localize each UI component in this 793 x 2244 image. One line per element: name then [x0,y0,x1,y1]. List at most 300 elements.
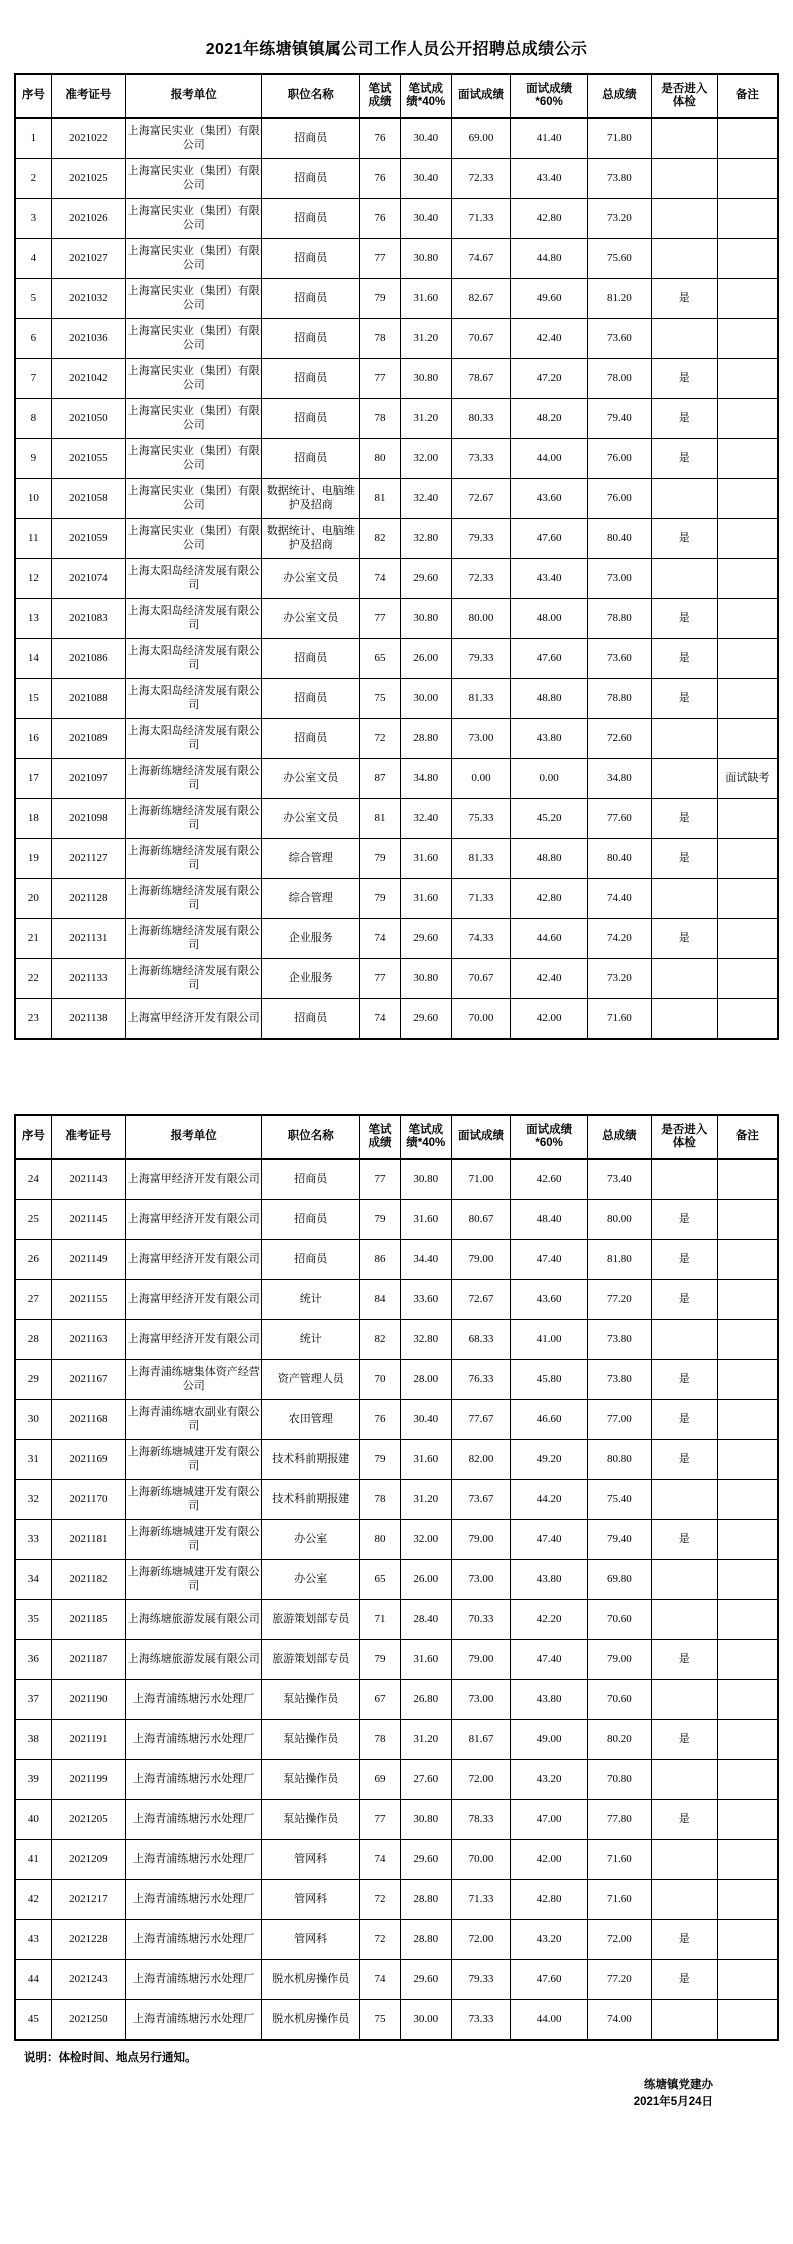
cell-remarks [717,239,778,279]
cell-total-score: 78.00 [587,359,651,399]
cell-physical-exam [651,479,717,519]
cell-physical-exam [651,999,717,1040]
cell-physical-exam: 是 [651,1440,717,1480]
cell-physical-exam [651,1159,717,1200]
cell-written-40: 30.80 [400,1159,451,1200]
cell-interview-score: 69.00 [451,118,511,159]
results-table-part-2 [14,1114,779,2041]
cell-position: 统计 [262,1280,360,1320]
table-header [15,74,778,118]
cell-written-score: 79 [360,1440,400,1480]
cell-exam-number: 2021169 [51,1440,125,1480]
table-header [15,1115,778,1159]
col-header-total-score: 总成绩 [587,1115,651,1159]
cell-remarks [717,399,778,439]
cell-organization: 上海太阳岛经济发展有限公司 [126,559,262,599]
cell-total-score: 72.00 [587,1920,651,1960]
table-row [15,879,778,919]
cell-interview-score: 79.00 [451,1520,511,1560]
cell-index: 7 [15,359,51,399]
cell-remarks [717,1400,778,1440]
cell-total-score: 77.00 [587,1400,651,1440]
cell-organization: 上海青浦练塘污水处理厂 [126,1880,262,1920]
cell-total-score: 71.60 [587,1880,651,1920]
cell-total-score: 75.60 [587,239,651,279]
cell-position: 招商员 [262,399,360,439]
cell-total-score: 79.40 [587,1520,651,1560]
cell-interview-score: 70.00 [451,1840,511,1880]
cell-organization: 上海青浦练塘污水处理厂 [126,1960,262,2000]
cell-written-score: 78 [360,1480,400,1520]
cell-exam-number: 2021250 [51,2000,125,2041]
cell-remarks [717,599,778,639]
cell-interview-60: 47.40 [511,1640,588,1680]
cell-physical-exam [651,1680,717,1720]
cell-written-score: 71 [360,1600,400,1640]
cell-organization: 上海富甲经济开发有限公司 [126,1280,262,1320]
cell-total-score: 73.60 [587,319,651,359]
cell-index: 43 [15,1920,51,1960]
cell-written-40: 31.60 [400,1640,451,1680]
cell-written-40: 28.80 [400,719,451,759]
cell-interview-score: 78.67 [451,359,511,399]
table-row [15,1960,778,2000]
cell-index: 40 [15,1800,51,1840]
table-row [15,199,778,239]
cell-position: 脱水机房操作员 [262,2000,360,2041]
cell-exam-number: 2021128 [51,879,125,919]
table-row [15,1920,778,1960]
cell-index: 16 [15,719,51,759]
cell-written-40: 31.20 [400,1720,451,1760]
cell-position: 办公室文员 [262,599,360,639]
cell-position: 管网科 [262,1880,360,1920]
cell-total-score: 77.80 [587,1800,651,1840]
col-header-written-score: 笔试 成绩 [360,74,400,118]
cell-organization: 上海新练塘经济发展有限公司 [126,919,262,959]
cell-total-score: 78.80 [587,679,651,719]
cell-exam-number: 2021187 [51,1640,125,1680]
cell-written-score: 69 [360,1760,400,1800]
table-row [15,1560,778,1600]
cell-total-score: 70.80 [587,1760,651,1800]
cell-index: 38 [15,1720,51,1760]
cell-index: 2 [15,159,51,199]
cell-organization: 上海新练塘城建开发有限公司 [126,1440,262,1480]
cell-written-score: 78 [360,399,400,439]
cell-written-score: 80 [360,1520,400,1560]
cell-exam-number: 2021205 [51,1800,125,1840]
cell-index: 20 [15,879,51,919]
cell-interview-60: 42.80 [511,1880,588,1920]
cell-written-score: 67 [360,1680,400,1720]
table-row [15,719,778,759]
cell-position: 招商员 [262,439,360,479]
cell-interview-score: 70.67 [451,319,511,359]
cell-index: 42 [15,1880,51,1920]
cell-written-40: 34.40 [400,1240,451,1280]
cell-exam-number: 2021185 [51,1600,125,1640]
cell-written-40: 28.80 [400,1880,451,1920]
cell-position: 招商员 [262,639,360,679]
cell-index: 39 [15,1760,51,1800]
cell-position: 招商员 [262,159,360,199]
cell-written-score: 72 [360,1920,400,1960]
cell-index: 4 [15,239,51,279]
cell-interview-score: 79.33 [451,519,511,559]
cell-written-40: 29.60 [400,999,451,1040]
cell-position: 招商员 [262,1200,360,1240]
col-header-index: 序号 [15,1115,51,1159]
cell-index: 19 [15,839,51,879]
cell-index: 14 [15,639,51,679]
table-row [15,2000,778,2041]
cell-physical-exam [651,759,717,799]
cell-position: 办公室文员 [262,759,360,799]
cell-physical-exam [651,959,717,999]
col-header-interview-60: 面试成绩 *60% [511,74,588,118]
cell-organization: 上海新练塘城建开发有限公司 [126,1520,262,1560]
cell-total-score: 81.80 [587,1240,651,1280]
cell-physical-exam: 是 [651,1520,717,1560]
cell-physical-exam [651,1880,717,1920]
cell-total-score: 77.20 [587,1960,651,2000]
cell-remarks: 面试缺考 [717,759,778,799]
cell-remarks [717,839,778,879]
cell-index: 28 [15,1320,51,1360]
cell-written-score: 77 [360,359,400,399]
cell-exam-number: 2021058 [51,479,125,519]
cell-organization: 上海富甲经济开发有限公司 [126,1320,262,1360]
cell-index: 3 [15,199,51,239]
cell-remarks [717,118,778,159]
cell-organization: 上海富民实业（集团）有限公司 [126,439,262,479]
issue-date: 2021年5月24日 [633,2095,713,2108]
cell-exam-number: 2021036 [51,319,125,359]
cell-interview-60: 43.20 [511,1760,588,1800]
cell-written-score: 80 [360,439,400,479]
cell-interview-score: 0.00 [451,759,511,799]
cell-interview-60: 43.60 [511,1280,588,1320]
cell-written-40: 31.20 [400,1480,451,1520]
cell-position: 招商员 [262,1159,360,1200]
cell-position: 脱水机房操作员 [262,1960,360,2000]
cell-written-score: 79 [360,1640,400,1680]
cell-interview-60: 43.20 [511,1920,588,1960]
cell-interview-60: 47.60 [511,519,588,559]
cell-written-40: 26.00 [400,639,451,679]
cell-exam-number: 2021127 [51,839,125,879]
cell-exam-number: 2021088 [51,679,125,719]
cell-exam-number: 2021168 [51,1400,125,1440]
cell-remarks [717,199,778,239]
cell-interview-score: 70.33 [451,1600,511,1640]
cell-remarks [717,439,778,479]
cell-interview-score: 75.33 [451,799,511,839]
cell-position: 综合管理 [262,879,360,919]
cell-written-score: 70 [360,1360,400,1400]
cell-exam-number: 2021027 [51,239,125,279]
cell-index: 8 [15,399,51,439]
cell-written-score: 77 [360,959,400,999]
cell-position: 统计 [262,1320,360,1360]
cell-exam-number: 2021097 [51,759,125,799]
cell-physical-exam [651,118,717,159]
col-header-index: 序号 [15,74,51,118]
cell-remarks [717,1840,778,1880]
cell-written-40: 30.80 [400,959,451,999]
table-row [15,1320,778,1360]
cell-interview-score: 73.00 [451,719,511,759]
cell-organization: 上海新练塘经济发展有限公司 [126,799,262,839]
cell-interview-60: 42.00 [511,999,588,1040]
cell-written-score: 72 [360,1880,400,1920]
cell-organization: 上海富民实业（集团）有限公司 [126,199,262,239]
cell-position: 旅游策划部专员 [262,1600,360,1640]
cell-written-40: 30.80 [400,239,451,279]
cell-remarks [717,1680,778,1720]
cell-written-40: 28.40 [400,1600,451,1640]
cell-exam-number: 2021209 [51,1840,125,1880]
cell-written-score: 76 [360,159,400,199]
cell-physical-exam [651,1480,717,1520]
cell-written-score: 79 [360,839,400,879]
cell-organization: 上海青浦练塘污水处理厂 [126,1840,262,1880]
cell-total-score: 80.20 [587,1720,651,1760]
table-row [15,1760,778,1800]
cell-physical-exam [651,239,717,279]
cell-index: 22 [15,959,51,999]
cell-organization: 上海富民实业（集团）有限公司 [126,519,262,559]
cell-position: 招商员 [262,279,360,319]
cell-written-40: 30.00 [400,679,451,719]
cell-exam-number: 2021199 [51,1760,125,1800]
table-row [15,999,778,1040]
cell-organization: 上海青浦练塘污水处理厂 [126,2000,262,2041]
cell-written-40: 30.40 [400,118,451,159]
cell-position: 招商员 [262,199,360,239]
table-row [15,1240,778,1280]
cell-organization: 上海富民实业（集团）有限公司 [126,399,262,439]
cell-written-score: 65 [360,1560,400,1600]
cell-position: 办公室 [262,1560,360,1600]
cell-interview-score: 73.00 [451,1680,511,1720]
cell-organization: 上海青浦练塘集体资产经营公司 [126,1360,262,1400]
cell-organization: 上海富民实业（集团）有限公司 [126,159,262,199]
cell-written-score: 81 [360,479,400,519]
cell-position: 办公室文员 [262,559,360,599]
col-header-exam-number: 准考证号 [51,74,125,118]
cell-organization: 上海青浦练塘农副业有限公司 [126,1400,262,1440]
cell-index: 25 [15,1200,51,1240]
table-row [15,1520,778,1560]
cell-remarks [717,1440,778,1480]
cell-physical-exam: 是 [651,1640,717,1680]
cell-index: 9 [15,439,51,479]
cell-position: 招商员 [262,719,360,759]
cell-remarks [717,1520,778,1560]
cell-total-score: 74.00 [587,2000,651,2041]
cell-written-score: 74 [360,559,400,599]
cell-remarks [717,479,778,519]
cell-total-score: 81.20 [587,279,651,319]
cell-exam-number: 2021131 [51,919,125,959]
cell-interview-score: 74.33 [451,919,511,959]
cell-interview-60: 47.40 [511,1520,588,1560]
cell-organization: 上海富民实业（集团）有限公司 [126,118,262,159]
cell-interview-score: 73.00 [451,1560,511,1600]
cell-total-score: 72.60 [587,719,651,759]
table-row [15,1480,778,1520]
table-row [15,799,778,839]
cell-physical-exam [651,1840,717,1880]
cell-interview-score: 72.67 [451,1280,511,1320]
col-header-physical-exam: 是否进入 体检 [651,74,717,118]
cell-interview-60: 48.00 [511,599,588,639]
cell-total-score: 80.40 [587,519,651,559]
cell-organization: 上海富甲经济开发有限公司 [126,999,262,1040]
cell-physical-exam [651,1600,717,1640]
col-header-remarks: 备注 [717,1115,778,1159]
cell-position: 泵站操作员 [262,1800,360,1840]
cell-total-score: 73.20 [587,199,651,239]
table-row [15,959,778,999]
cell-interview-60: 41.00 [511,1320,588,1360]
cell-position: 综合管理 [262,839,360,879]
cell-exam-number: 2021025 [51,159,125,199]
document-footer [14,2041,779,2110]
cell-written-40: 29.60 [400,1840,451,1880]
cell-physical-exam: 是 [651,799,717,839]
table-row [15,839,778,879]
cell-written-score: 74 [360,999,400,1040]
cell-interview-score: 73.33 [451,2000,511,2041]
cell-written-40: 28.80 [400,1920,451,1960]
cell-written-40: 30.00 [400,2000,451,2041]
cell-exam-number: 2021055 [51,439,125,479]
cell-interview-60: 48.40 [511,1200,588,1240]
cell-physical-exam: 是 [651,1240,717,1280]
cell-physical-exam: 是 [651,1400,717,1440]
cell-remarks [717,799,778,839]
results-table-2 [14,1114,779,2041]
cell-remarks [717,1640,778,1680]
table-row [15,479,778,519]
cell-position: 企业服务 [262,959,360,999]
cell-interview-60: 44.80 [511,239,588,279]
table-row [15,1800,778,1840]
cell-exam-number: 2021182 [51,1560,125,1600]
cell-position: 招商员 [262,319,360,359]
cell-interview-60: 42.80 [511,199,588,239]
cell-index: 13 [15,599,51,639]
cell-exam-number: 2021170 [51,1480,125,1520]
cell-physical-exam: 是 [651,599,717,639]
cell-written-score: 87 [360,759,400,799]
cell-total-score: 71.80 [587,118,651,159]
cell-interview-60: 45.20 [511,799,588,839]
cell-written-40: 32.40 [400,479,451,519]
cell-position: 泵站操作员 [262,1760,360,1800]
cell-exam-number: 2021145 [51,1200,125,1240]
cell-interview-60: 43.80 [511,719,588,759]
cell-interview-score: 74.67 [451,239,511,279]
cell-interview-60: 43.40 [511,559,588,599]
table-row [15,1840,778,1880]
cell-total-score: 77.60 [587,799,651,839]
cell-written-40: 30.40 [400,1400,451,1440]
cell-exam-number: 2021042 [51,359,125,399]
cell-organization: 上海富民实业（集团）有限公司 [126,359,262,399]
cell-organization: 上海青浦练塘污水处理厂 [126,1760,262,1800]
cell-index: 15 [15,679,51,719]
cell-exam-number: 2021050 [51,399,125,439]
table-row [15,279,778,319]
cell-position: 数据统计、电脑维护及招商 [262,479,360,519]
table-row [15,1440,778,1480]
col-header-position: 职位名称 [262,1115,360,1159]
cell-exam-number: 2021155 [51,1280,125,1320]
cell-remarks [717,959,778,999]
cell-index: 32 [15,1480,51,1520]
cell-interview-score: 72.67 [451,479,511,519]
col-header-written-40: 笔试成 绩*40% [400,1115,451,1159]
results-table-part-1 [14,73,779,1040]
cell-written-40: 31.60 [400,1200,451,1240]
cell-physical-exam: 是 [651,839,717,879]
cell-physical-exam [651,879,717,919]
cell-exam-number: 2021149 [51,1240,125,1280]
cell-position: 农田管理 [262,1400,360,1440]
cell-remarks [717,279,778,319]
cell-position: 招商员 [262,239,360,279]
cell-remarks [717,1360,778,1400]
cell-physical-exam [651,319,717,359]
cell-written-40: 30.80 [400,1800,451,1840]
cell-interview-score: 80.67 [451,1200,511,1240]
cell-remarks [717,1880,778,1920]
cell-index: 35 [15,1600,51,1640]
results-table-1 [14,73,779,1040]
cell-written-score: 82 [360,519,400,559]
cell-interview-60: 48.80 [511,679,588,719]
cell-position: 招商员 [262,118,360,159]
cell-position: 招商员 [262,999,360,1040]
cell-total-score: 80.80 [587,1440,651,1480]
cell-index: 26 [15,1240,51,1280]
cell-written-40: 33.60 [400,1280,451,1320]
cell-written-score: 65 [360,639,400,679]
cell-physical-exam: 是 [651,919,717,959]
cell-interview-60: 43.80 [511,1560,588,1600]
cell-exam-number: 2021138 [51,999,125,1040]
cell-index: 10 [15,479,51,519]
cell-organization: 上海新练塘经济发展有限公司 [126,959,262,999]
col-header-written-score: 笔试 成绩 [360,1115,400,1159]
cell-total-score: 73.80 [587,1360,651,1400]
table-row [15,319,778,359]
cell-interview-60: 41.40 [511,118,588,159]
cell-physical-exam: 是 [651,1920,717,1960]
cell-remarks [717,639,778,679]
cell-interview-60: 48.20 [511,399,588,439]
cell-position: 招商员 [262,1240,360,1280]
cell-exam-number: 2021191 [51,1720,125,1760]
cell-interview-score: 73.33 [451,439,511,479]
cell-exam-number: 2021059 [51,519,125,559]
issuer-name: 练塘镇党建办 [644,2079,713,2091]
cell-remarks [717,1960,778,2000]
